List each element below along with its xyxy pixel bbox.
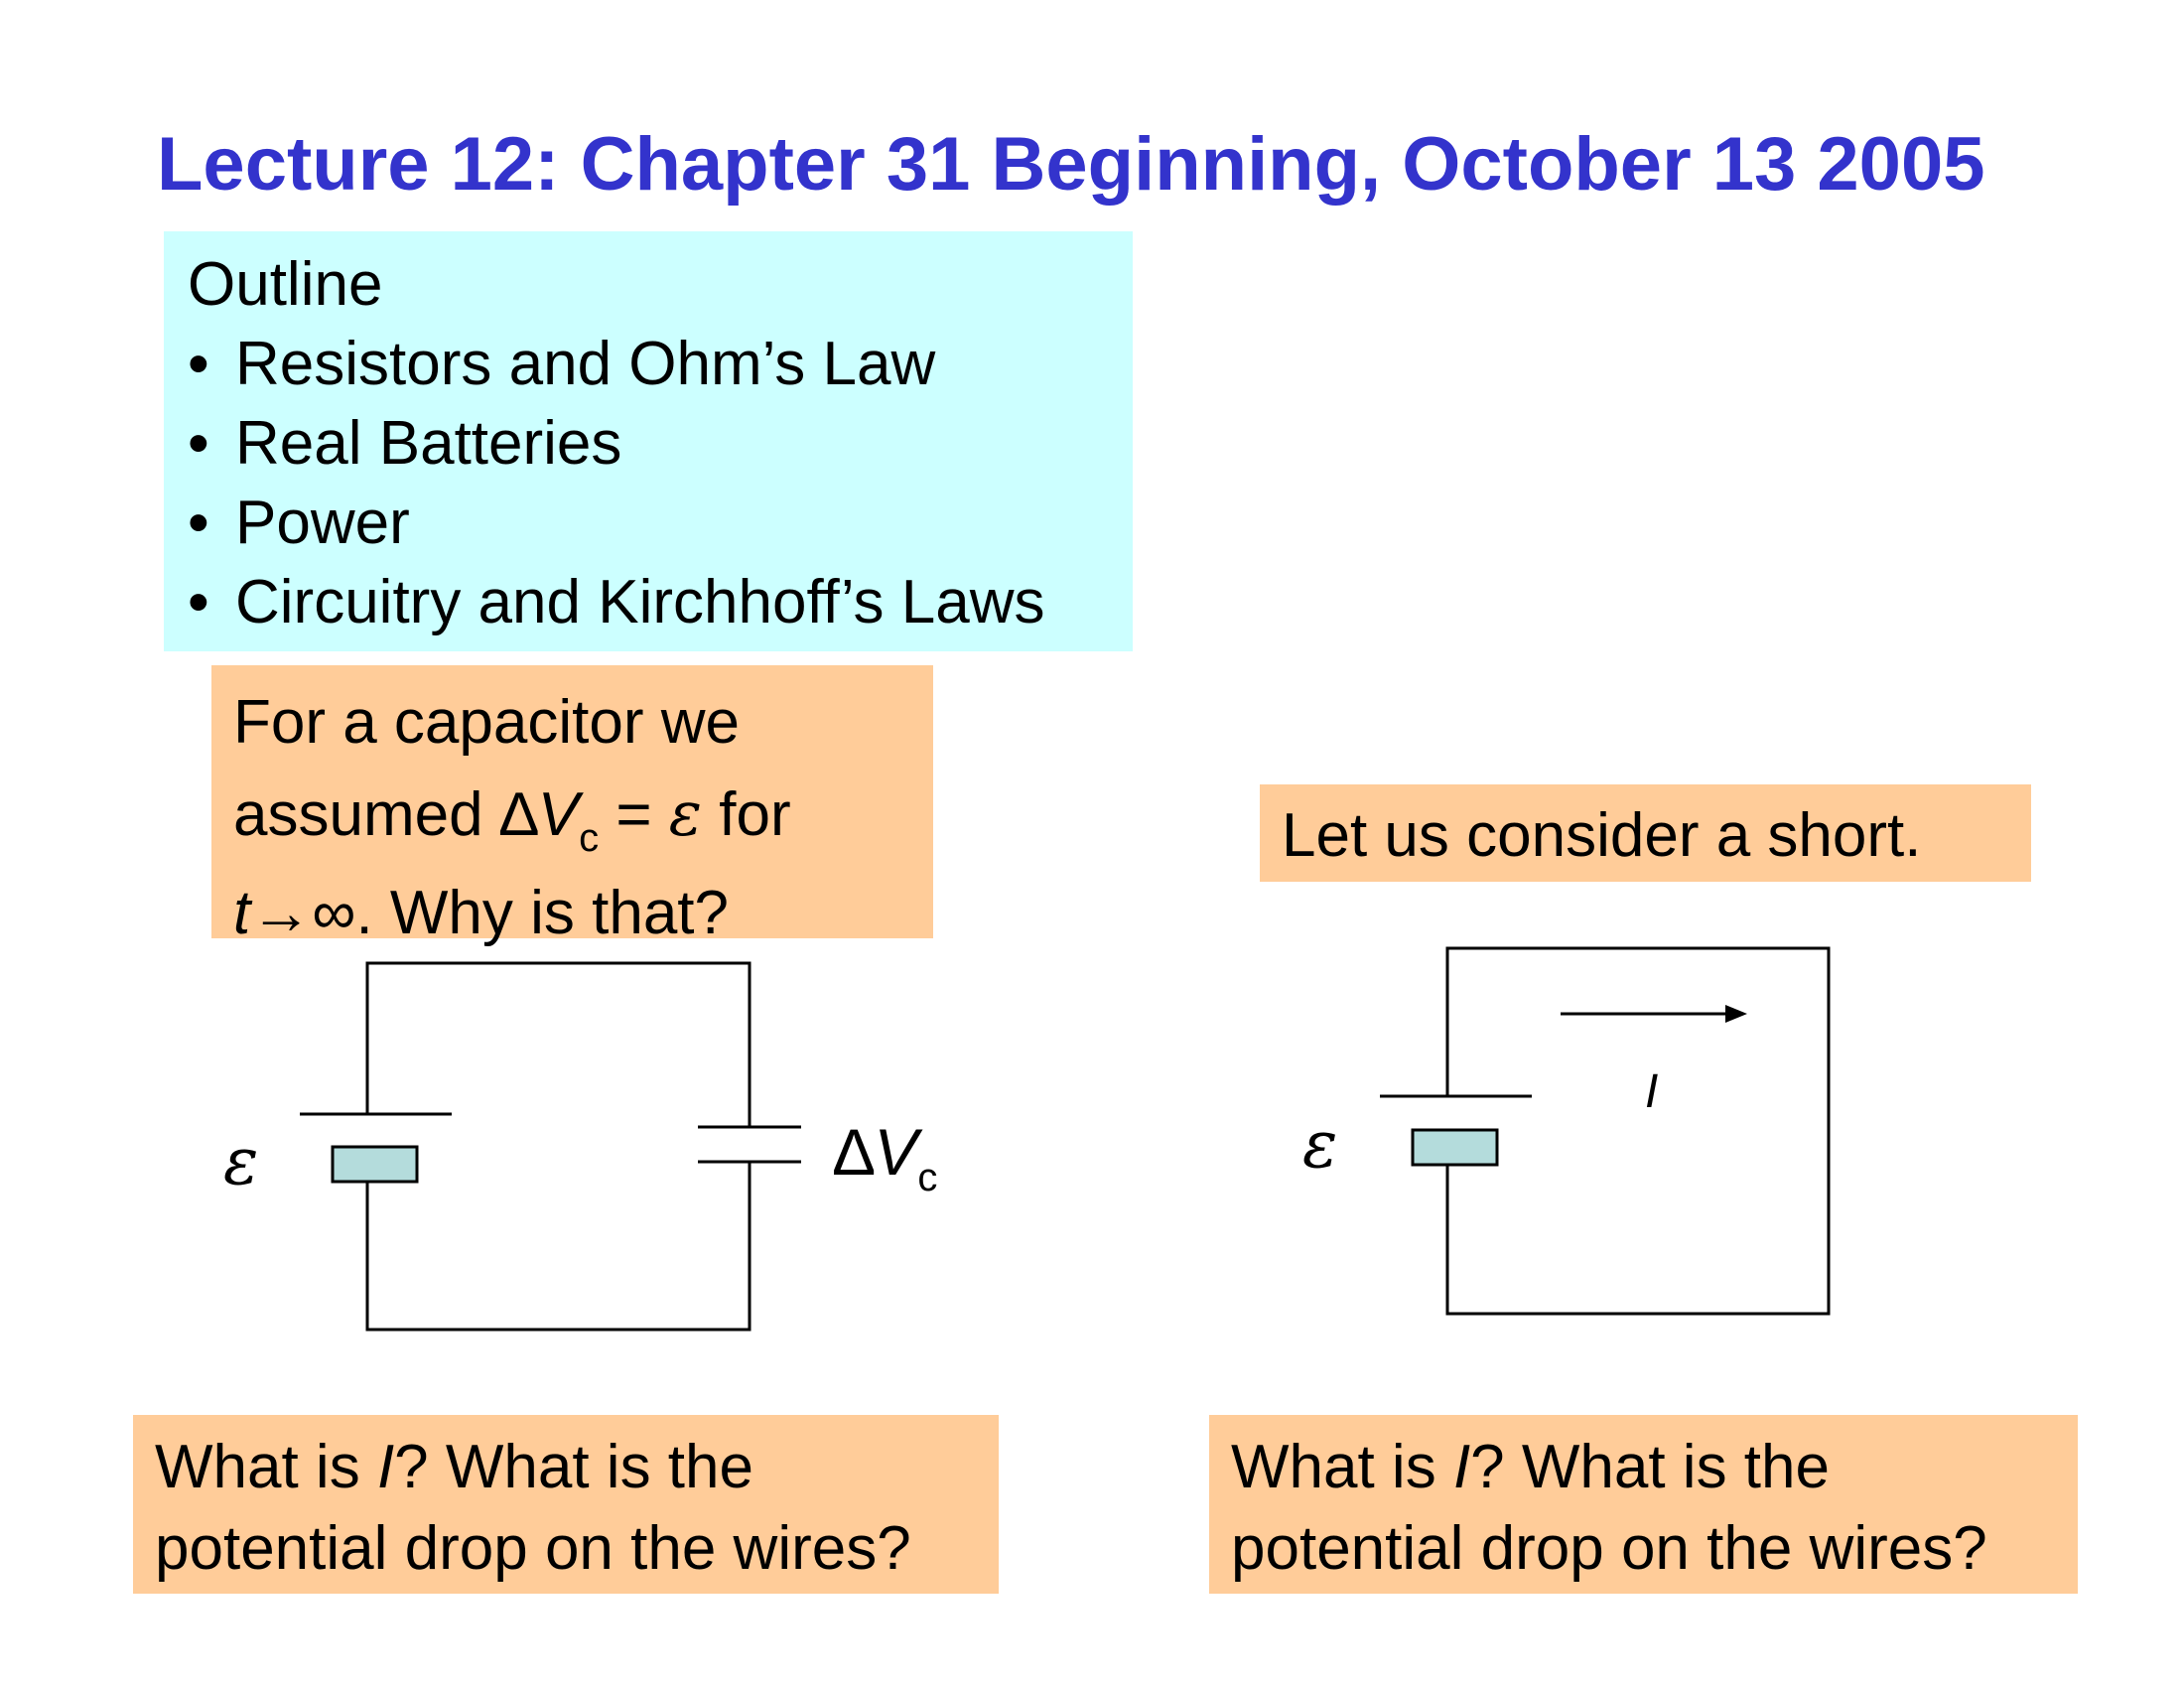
text-fragment: assumed [233, 780, 500, 849]
current-symbol: I [1452, 1433, 1471, 1501]
text-fragment: What is [155, 1433, 377, 1501]
current-label: I [1645, 1065, 1659, 1118]
slide-title: Lecture 12: Chapter 31 Beginning, October 13 2005 [157, 122, 1985, 207]
capacitor-voltage-label [834, 1115, 937, 1199]
short-circuit-note: Let us consider a short. [1260, 784, 2031, 882]
emf-symbol: ε [668, 777, 703, 850]
subscript-c: c [917, 1156, 938, 1199]
text-fragment: . Why is that? [355, 879, 730, 947]
subscript-c: c [579, 816, 600, 860]
outline-item-label: Circuitry and Kirchhoff’s Laws [235, 568, 1045, 636]
emf-label: ε [223, 1123, 259, 1199]
bullet-icon: • [188, 330, 209, 398]
text-fragment: ? What is the [394, 1433, 753, 1501]
bullet-icon: • [188, 489, 209, 557]
outline-item-label: Power [235, 489, 410, 557]
delta-symbol: ∆ [499, 780, 538, 849]
outline-heading: Outline [188, 250, 383, 319]
bullet-icon: • [188, 409, 209, 478]
arrow-infinity-symbol: →∞ [250, 879, 356, 947]
delta-symbol: ∆ [834, 1115, 875, 1189]
circuit-wire [1447, 948, 1829, 1314]
text-fragment: ? What is the [1470, 1433, 1830, 1501]
text-fragment: for [702, 780, 791, 849]
time-symbol: t [233, 879, 251, 947]
outline-item-label: Real Batteries [235, 409, 622, 478]
current-arrow-icon [1725, 1005, 1747, 1023]
battery-negative-plate [1413, 1130, 1497, 1165]
short-circuit [1380, 948, 1829, 1314]
capacitor-circuit [300, 963, 801, 1330]
voltage-symbol: V [537, 780, 580, 849]
current-symbol: I [376, 1433, 395, 1501]
question-line-2: potential drop on the wires? [1231, 1514, 1987, 1583]
battery-negative-plate [333, 1147, 417, 1182]
outline-item-label: Resistors and Ohm’s Law [235, 330, 936, 398]
bullet-icon: • [188, 568, 209, 636]
circuit-wire [367, 1162, 750, 1330]
circuit-wire [367, 963, 750, 1127]
voltage-symbol: V [874, 1115, 918, 1189]
question-line-2: potential drop on the wires? [155, 1514, 911, 1583]
equals-sign: = [599, 780, 669, 849]
text-fragment: What is [1231, 1433, 1453, 1501]
emf-label: ε [1302, 1106, 1338, 1183]
capacitor-line-1: For a capacitor we [233, 688, 740, 757]
